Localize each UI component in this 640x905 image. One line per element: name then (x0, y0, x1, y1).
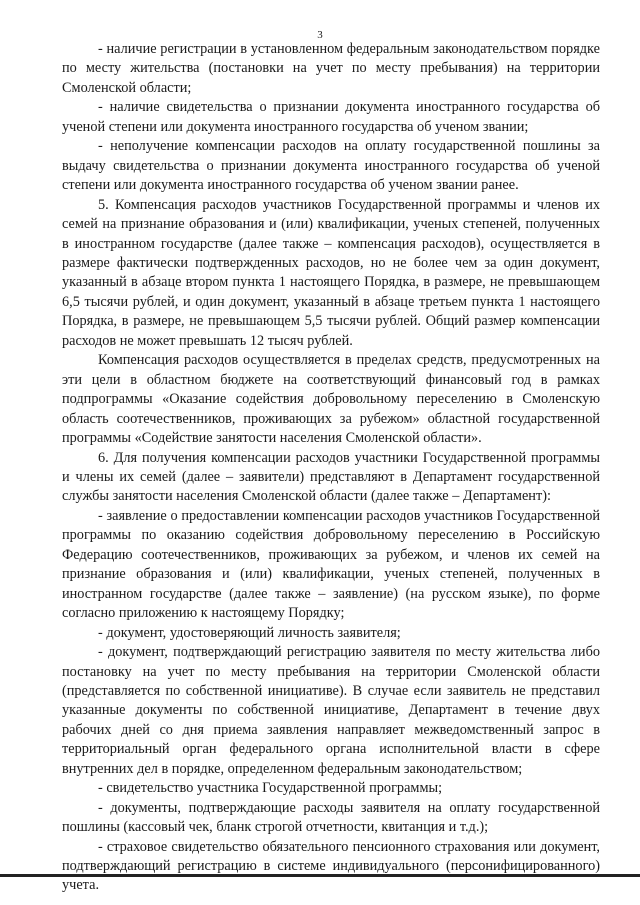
document-body (62, 40, 600, 896)
paragraph-pension-insurance-document: - страховое свидетельство обязательного пенсионного страхования или документ, подтверждающий регистрацию в системе индивидуального (персонифицированного) учета. (62, 838, 600, 894)
paragraph-identity-document: - документ, удостоверяющий личность заявителя; (98, 624, 401, 641)
paragraph-fee-payment-documents: - документы, подтверждающие расходы заявителя на оплату государственной пошлины (кассовый чек, бланк строгой отчетности, квитанция и т.д.); (62, 799, 600, 836)
paragraph-item-6-applicants: 6. Для получения компенсации расходов участники Государственной программы и члены их семей (далее – заявители) представляют в Департамент государственной службы занятости населения Смоленской области (далее также – Департамент): (62, 449, 600, 505)
paragraph-registration-requirement: - наличие регистрации в установленном федеральным законодательством порядке по месту жительства (постановки на учет по месту пребывания) на территории Смоленской области; (62, 41, 600, 96)
paragraph-item-5-compensation-amount: 5. Компенсация расходов участников Государственной программы и членов их семей на признание образования и (или) квалификации, ученых степеней, полученных в иностранном государстве (далее также – компенсация расходов), осуществляется в размере фактически подтвержденных расходов, но не более чем за один документ, указанный в абзаце втором пункта 1 настоящего Порядка, в размере, не превышающем 6,5 тысячи рублей, и один документ, указанный в абзаце третьем пункта 1 настоящего Порядка, в размере, не превышающем 5,5 тысячи рублей. Общий размер компенсации расходов не может превышать 12 тысяч рублей. (62, 196, 600, 349)
paragraph-residence-registration-document: - документ, подтверждающий регистрацию заявителя по месту жительства либо постановку на учет по месту пребывания на территории Смоленской области (представляется по собственной инициативе). В случае если заявитель не представил указанные документы по собственной инициативе, Департамент в течение двух рабочих дней со дня приема заявления направляет межведомственный запрос в территориальный орган федерального органа исполнительной власти в сфере внутренних дел в порядке, определенном федеральным законодательством; (62, 644, 600, 777)
paragraph-application-form: - заявление о предоставлении компенсации расходов участников Государственной программы по оказанию содействия добровольному переселению в Российскую Федерацию соотечественников, проживающих за рубежом, и членов их семей на признание образования и (или) квалификации, ученых степеней, полученных в иностранном государстве (далее также – заявление) (на русском языке), по форме согласно приложению к настоящему Порядку; (62, 507, 600, 622)
bottom-rule (0, 874, 640, 877)
paragraph-budget-limits: Компенсация расходов осуществляется в пределах средств, предусмотренных на эти цели в областном бюджете на соответствующий финансовый год в рамках подпрограммы «Оказание содействия добровольному переселению в Смоленскую область соотечественников, проживающих за рубежом» областной государственной программы «Содействие занятости населения Смоленской области». (62, 352, 600, 447)
paragraph-certificate-requirement: - наличие свидетельства о признании документа иностранного государства об ученой степени или документа иностранного государства об ученом звании; (62, 99, 600, 135)
page-number: 3 (317, 29, 323, 41)
paragraph-no-prior-compensation: - неполучение компенсации расходов на оплату государственной пошлины за выдачу свидетельства о признании документа иностранного государства об ученой степени или документа иностранного государства об ученом звании ранее. (62, 138, 600, 194)
paragraph-participant-certificate: - свидетельство участника Государственной программы; (98, 780, 443, 797)
